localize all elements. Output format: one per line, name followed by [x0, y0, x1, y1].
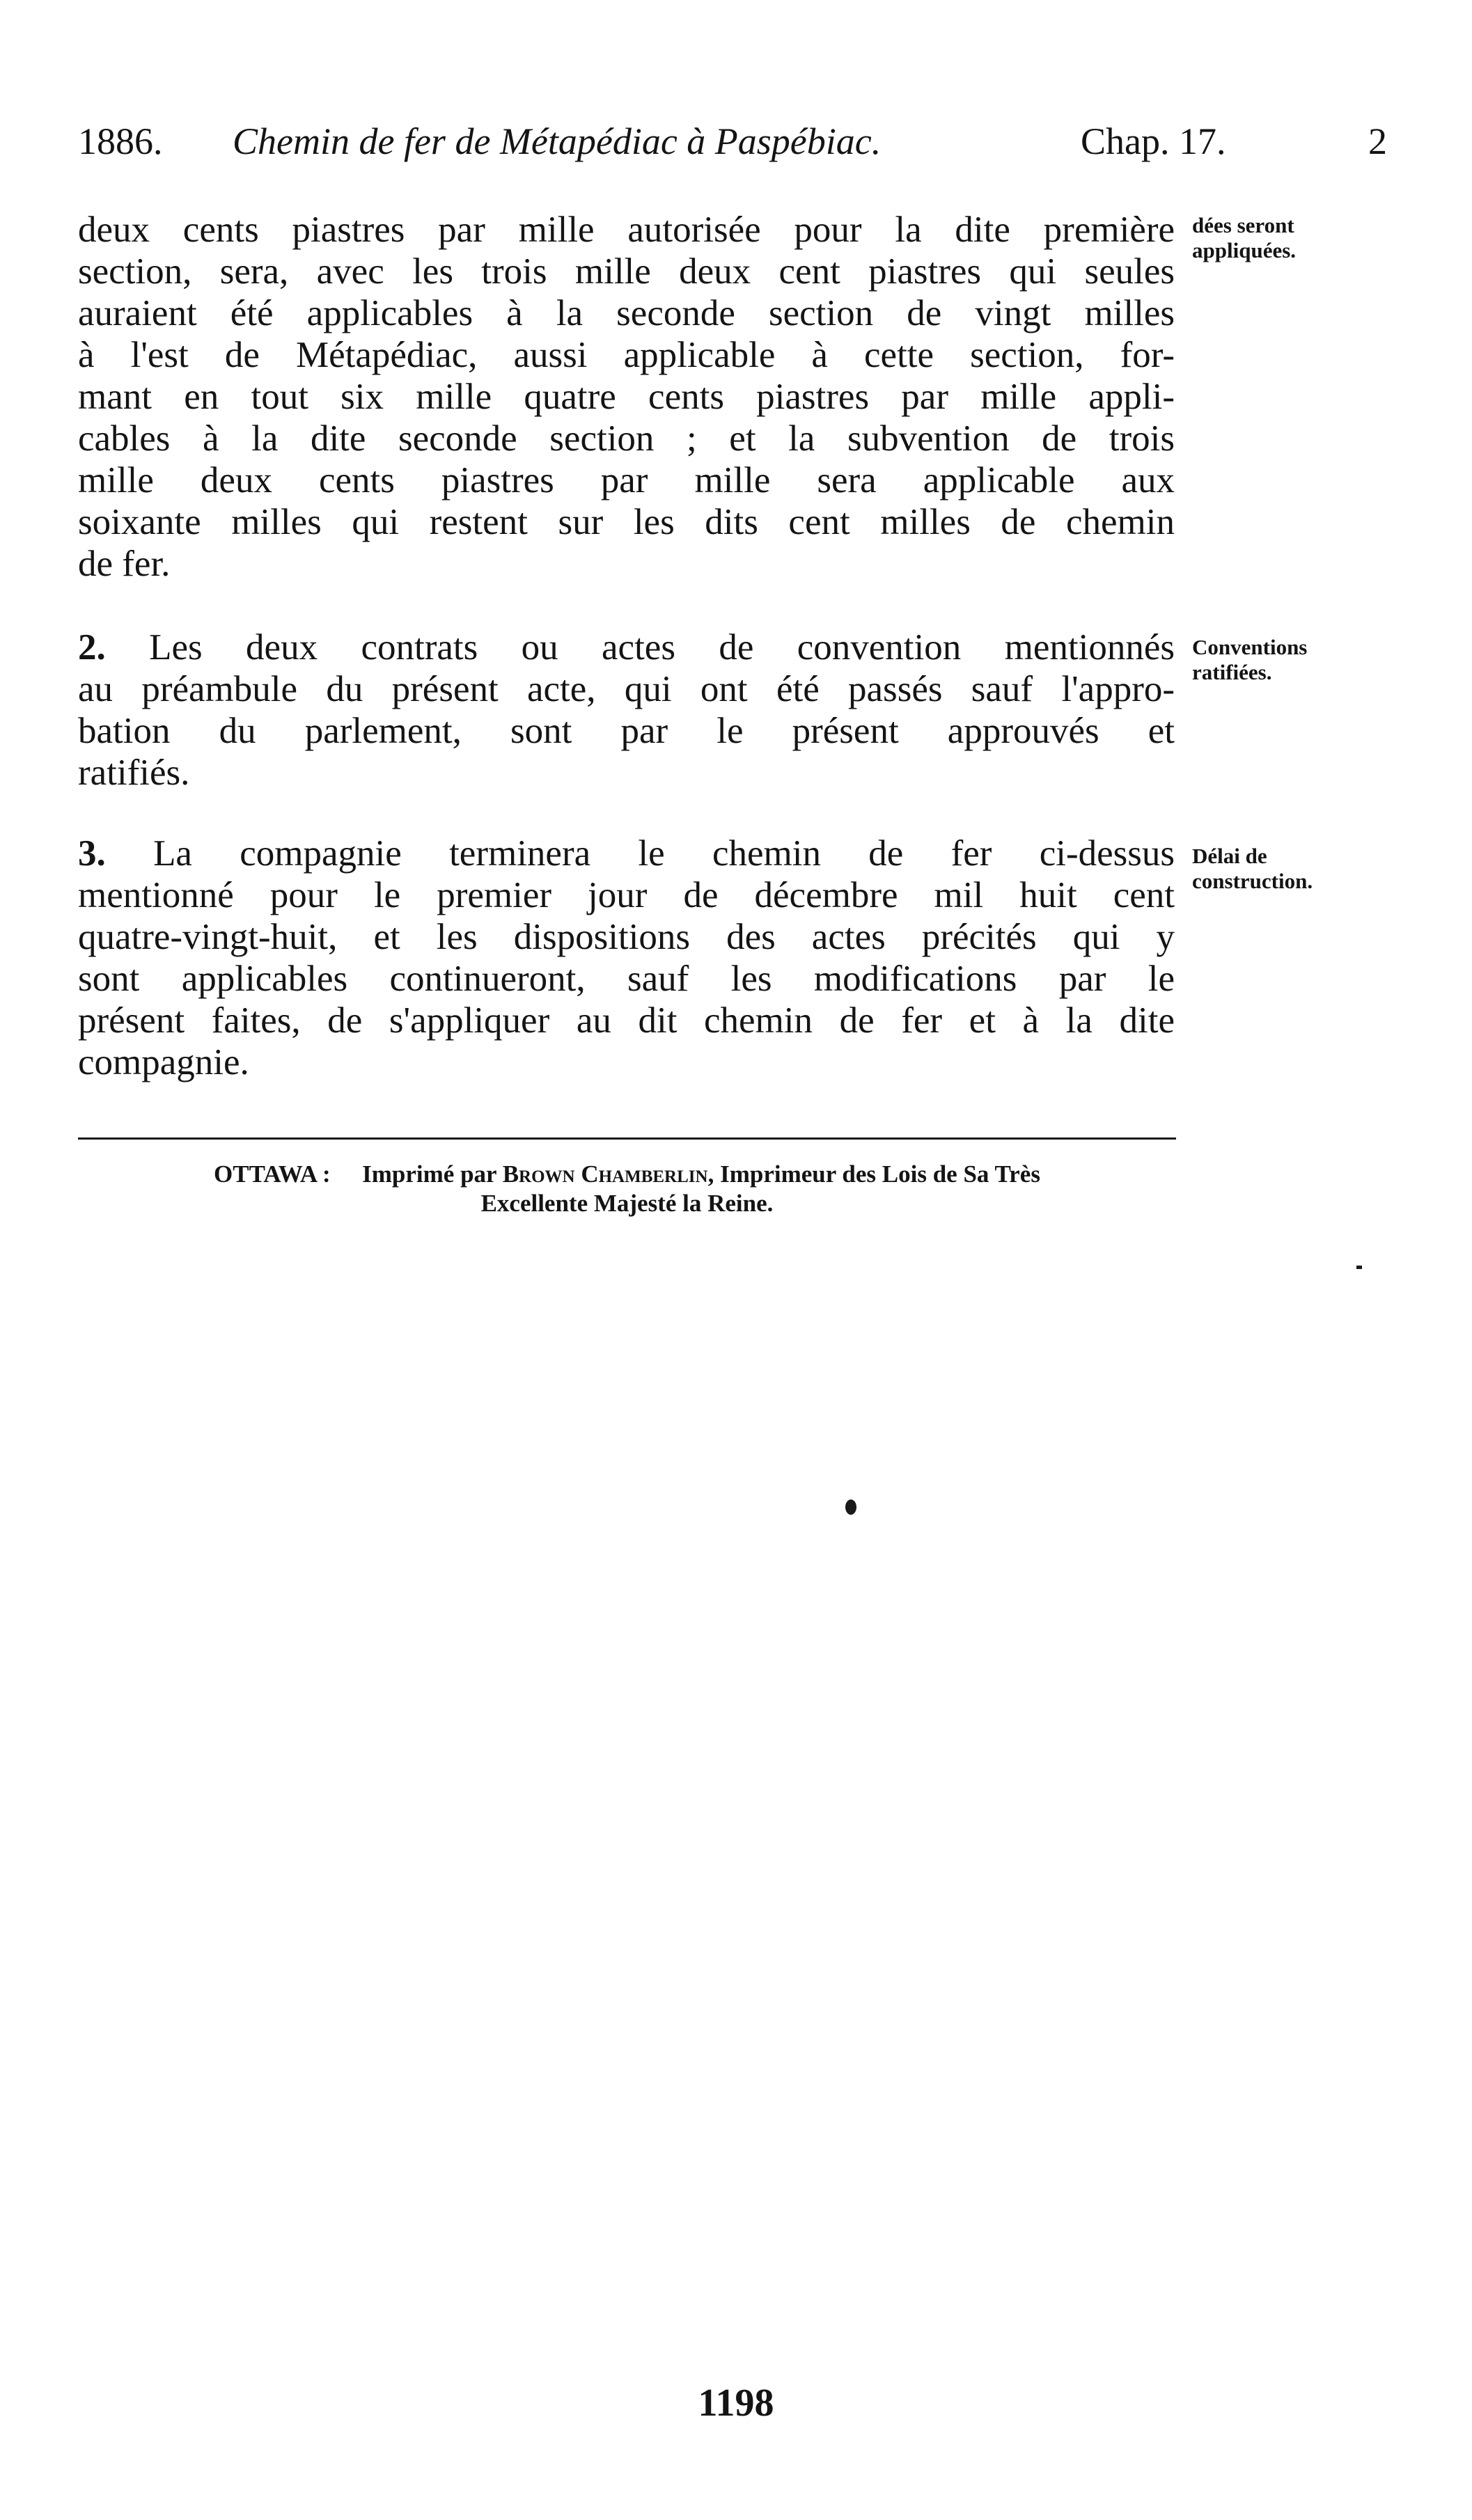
imprint-place: OTTAWA :: [214, 1160, 331, 1188]
margin-note-delai: [1192, 844, 1401, 894]
ink-speck: [1356, 1266, 1362, 1269]
text-line: soixante milles qui restent sur les dits cent milles de chemin: [78, 502, 1175, 542]
text-line: sont applicables continueront, sauf les modifications par le: [78, 959, 1175, 999]
margin-note-line: ratifiées.: [1192, 660, 1272, 684]
margin-note-line: construction.: [1192, 869, 1313, 893]
text-line: bation du parlement, sont par le présent approuvés et: [78, 711, 1175, 751]
section-first-line: Les deux contrats ou actes de convention mentionnés: [149, 627, 1175, 668]
horizontal-rule: [78, 1137, 1176, 1140]
section-3: [78, 833, 1175, 1083]
text-line: deux cents piastres par mille autorisée pour la dite première: [78, 210, 1175, 250]
imprint-text-before: Imprimé par: [362, 1160, 496, 1188]
running-head: [78, 117, 1387, 166]
text-line: de fer.: [78, 544, 171, 584]
text-line: section, sera, avec les trois mille deux cent piastres qui seules: [78, 251, 1175, 292]
running-head-chapter: Chap. 17.: [1081, 120, 1226, 162]
margin-note-line: dées seront: [1192, 213, 1294, 237]
running-head-year: 1886.: [78, 120, 163, 162]
text-line: à l'est de Métapédiac, aussi applicable à cette section, for-: [78, 335, 1175, 375]
section-2: [78, 627, 1175, 794]
section-number: 2.: [78, 627, 106, 668]
ink-speck: [845, 1499, 856, 1515]
text-line: cables à la dite seconde section ; et la subvention de trois: [78, 418, 1175, 459]
page-folio: 1198: [698, 2381, 774, 2425]
text-line: au préambule du présent acte, qui ont été passés sauf l'appro-: [78, 669, 1175, 709]
margin-note-appliquees: [1192, 213, 1401, 263]
text-line: auraient été applicables à la seconde section de vingt milles: [78, 293, 1175, 333]
margin-note-conventions: [1192, 635, 1401, 685]
text-line: présent faites, de s'appliquer au dit chemin de fer et à la dite: [78, 1000, 1175, 1041]
section-number: 3.: [78, 833, 106, 874]
imprint-printer: Brown Chamberlin,: [502, 1160, 714, 1188]
text-line: mille deux cents piastres par mille sera applicable aux: [78, 460, 1175, 501]
running-head-title: Chemin de fer de Métapédiac à Paspébiac.: [233, 120, 882, 162]
text-line: ratifiés.: [78, 753, 190, 793]
printer-imprint: [78, 1160, 1176, 1218]
margin-note-line: Conventions: [1192, 635, 1308, 659]
text-line: [78, 627, 1175, 668]
margin-note-line: Délai de: [1192, 844, 1267, 868]
running-head-page-number: 2: [1368, 120, 1387, 162]
imprint-line-1: [78, 1160, 1176, 1189]
text-line: quatre-vingt-huit, et les dispositions des actes précités qui y: [78, 917, 1175, 957]
section-first-line: La compagnie terminera le chemin de fer ci-dessus: [153, 833, 1175, 874]
imprint-text-after: Imprimeur des Lois de Sa Très: [720, 1160, 1040, 1188]
imprint-line-2: Excellente Majesté la Reine.: [480, 1190, 774, 1217]
text-line: mentionné pour le premier jour de décembre mil huit cent: [78, 875, 1175, 915]
paragraph-continuation: [78, 209, 1175, 585]
margin-note-line: appliquées.: [1192, 238, 1297, 262]
text-line: [78, 833, 1175, 874]
text-line: compagnie.: [78, 1042, 249, 1082]
text-line: mant en tout six mille quatre cents piastres par mille appli-: [78, 377, 1175, 417]
